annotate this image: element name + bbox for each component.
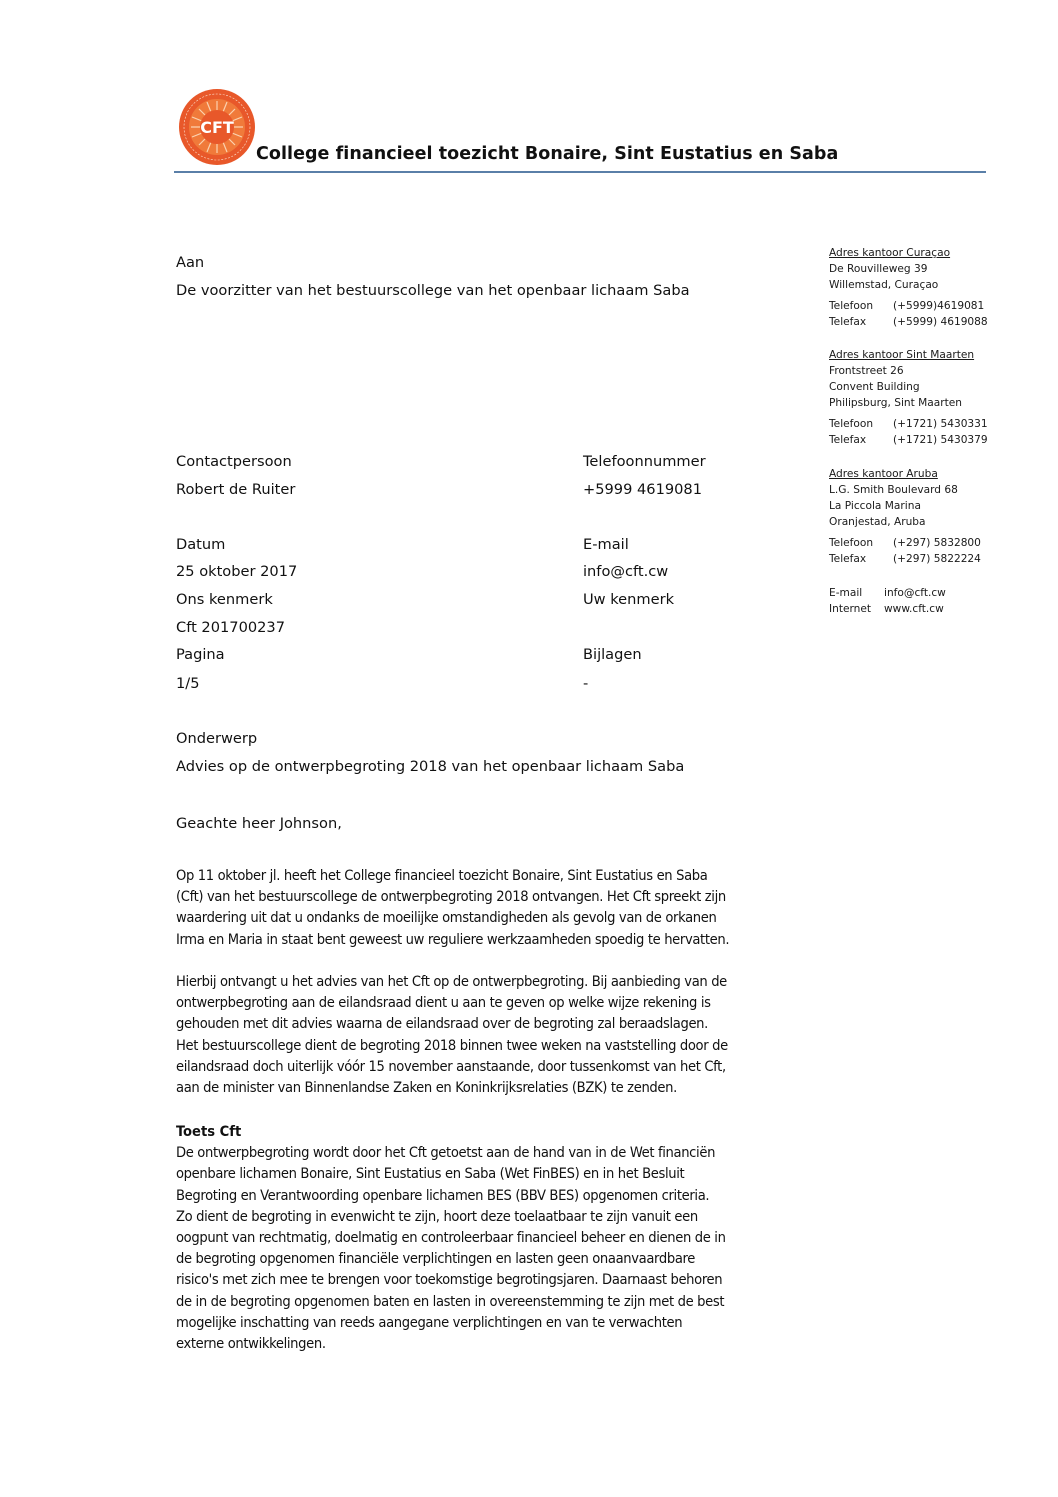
paragraph-line: gehouden met dit advies waarna de eilandsraad over de begroting zal beraadslagen. <box>176 1015 708 1033</box>
cft-sunburst-logo-icon <box>177 87 257 167</box>
address-line: De Rouvilleweg 39 <box>829 263 928 275</box>
contact-label: Contactpersoon <box>176 453 292 470</box>
paragraph-advice <box>176 971 896 1098</box>
office-aruba <box>829 466 1029 567</box>
office-fax <box>829 432 1029 448</box>
our-reference-label: Ons kenmerk <box>176 591 273 608</box>
fax-label: Telefax <box>829 316 867 328</box>
office-fax <box>829 314 1029 330</box>
attachments-value: - <box>583 675 589 692</box>
paragraph-line: eilandsraad doch uiterlijk vóór 15 november aanstaande, door tussenkomst van het Cft, <box>176 1057 726 1075</box>
paragraph-line: risico's met zich mee te brengen voor toekomstige begrotingsjaren. Daarnaast behoren <box>176 1271 723 1289</box>
phone-value: (+297) 5832800 <box>893 537 981 549</box>
our-reference-value: Cft 201700237 <box>176 619 285 636</box>
paragraph-line: de in de begroting opgenomen baten en lasten in overeenstemming te zijn met de best <box>176 1292 725 1310</box>
fax-label: Telefax <box>829 553 867 565</box>
email-link[interactable]: info@cft.cw <box>884 587 946 599</box>
address-line: La Piccola Marina <box>829 500 921 512</box>
email-label: E-mail <box>829 587 863 599</box>
office-title: Adres kantoor Aruba <box>829 468 938 480</box>
address-line: Frontstreet 26 <box>829 365 904 377</box>
recipient-label: Aan <box>176 254 205 271</box>
contact-value: Robert de Ruiter <box>176 481 296 498</box>
phone-label: Telefoon <box>829 300 874 312</box>
salutation: Geachte heer Johnson, <box>176 815 342 832</box>
attachments-label: Bijlagen <box>583 646 642 663</box>
office-curacao <box>829 245 1029 330</box>
paragraph-line: Begroting en Verantwoording openbare lichamen BES (BBV BES) opgenomen criteria. <box>176 1186 710 1204</box>
paragraph-line: Het bestuurscollege dient de begroting 2018 binnen twee weken na vaststelling door de <box>176 1036 728 1054</box>
paragraph-line: Op 11 oktober jl. heeft het College financieel toezicht Bonaire, Sint Eustatius en Saba <box>176 867 708 884</box>
date-value: 25 oktober 2017 <box>176 563 298 580</box>
date-label: Datum <box>176 536 226 553</box>
your-reference-label: Uw kenmerk <box>583 591 675 608</box>
office-title: Adres kantoor Curaçao <box>829 247 951 259</box>
office-sint-maarten <box>829 347 1029 448</box>
fax-value: (+5999) 4619088 <box>893 316 988 328</box>
email-label: E-mail <box>583 536 629 553</box>
paragraph-line: Zo dient de begroting in evenwicht te zijn, hoort deze toelaatbaar te zijn vanuit een <box>176 1207 698 1225</box>
paragraph-line: De ontwerpbegroting wordt door het Cft getoetst aan de hand van in de Wet financiën <box>176 1144 716 1162</box>
subject-value: Advies op de ontwerpbegroting 2018 van het openbaar lichaam Saba <box>176 758 685 775</box>
section-toets-cft <box>176 1121 896 1354</box>
paragraph-line: externe ontwikkelingen. <box>176 1335 326 1353</box>
contact-internet <box>829 601 1029 617</box>
recipient-value: De voorzitter van het bestuurscollege van het openbaar lichaam Saba <box>176 282 690 299</box>
phone-label: Telefoon <box>829 537 874 549</box>
section-heading: Toets Cft <box>176 1123 242 1140</box>
address-line: L.G. Smith Boulevard 68 <box>829 484 958 496</box>
page-label: Pagina <box>176 646 225 663</box>
internet-label: Internet <box>829 603 872 615</box>
phone-value: (+1721) 5430331 <box>893 418 988 430</box>
address-line: Oranjestad, Aruba <box>829 516 926 528</box>
organization-title: College financieel toezicht Bonaire, Sint Eustatius en Saba <box>256 144 839 164</box>
cft-logo <box>177 87 257 167</box>
phone-label: Telefoonnummer <box>583 453 706 470</box>
paragraph-line: de begroting opgenomen financiële verplichtingen en lasten geen onaanvaardbare <box>176 1250 695 1268</box>
header-divider <box>174 171 986 173</box>
email-value: info@cft.cw <box>583 563 669 580</box>
phone-value: +5999 4619081 <box>583 481 703 498</box>
paragraph-line: oogpunt van rechtmatig, doelmatig en controleerbaar financieel beheer en dienen de in <box>176 1229 726 1247</box>
paragraph-line: openbare lichamen Bonaire, Sint Eustatius en Saba (Wet FinBES) en in het Besluit <box>176 1165 685 1183</box>
fax-label: Telefax <box>829 434 867 446</box>
website-link[interactable]: www.cft.cw <box>884 603 944 615</box>
general-contact <box>829 585 1029 617</box>
paragraph-line: aan de minister van Binnenlandse Zaken en Koninkrijksrelaties (BZK) te zenden. <box>176 1079 677 1097</box>
paragraph-line: Irma en Maria in staat bent geweest uw reguliere werkzaamheden spoedig te hervatten. <box>176 930 730 948</box>
phone-value: (+5999)4619081 <box>893 300 985 312</box>
fax-value: (+297) 5822224 <box>893 553 981 565</box>
subject-label: Onderwerp <box>176 730 258 747</box>
office-fax <box>829 551 1029 567</box>
paragraph-line: ontwerpbegroting aan de eilandsraad dient u aan te geven op welke wijze rekening is <box>176 994 711 1012</box>
svg-text:CFT: CFT <box>200 118 234 137</box>
office-phone <box>829 298 1029 314</box>
office-title: Adres kantoor Sint Maarten <box>829 349 975 361</box>
phone-label: Telefoon <box>829 418 874 430</box>
fax-value: (+1721) 5430379 <box>893 434 988 446</box>
contact-email <box>829 585 1029 601</box>
page-value: 1/5 <box>176 675 200 692</box>
office-phone <box>829 416 1029 432</box>
paragraph-line: waardering uit dat u ondanks de moeilijke omstandigheden als gevolg van de orkanen <box>176 909 717 927</box>
office-phone <box>829 535 1029 551</box>
address-line: Willemstad, Curaçao <box>829 279 939 291</box>
paragraph-line: Hierbij ontvangt u het advies van het Cft op de ontwerpbegroting. Bij aanbieding van de <box>176 973 727 990</box>
paragraph-intro <box>176 865 896 950</box>
address-line: Philipsburg, Sint Maarten <box>829 397 963 409</box>
paragraph-line: (Cft) van het bestuurscollege de ontwerpbegroting 2018 ontvangen. Het Cft spreekt zijn <box>176 888 726 906</box>
paragraph-line: mogelijke inschatting van reeds aangegane verplichtingen en van te verwachten <box>176 1313 683 1331</box>
address-line: Convent Building <box>829 381 920 393</box>
